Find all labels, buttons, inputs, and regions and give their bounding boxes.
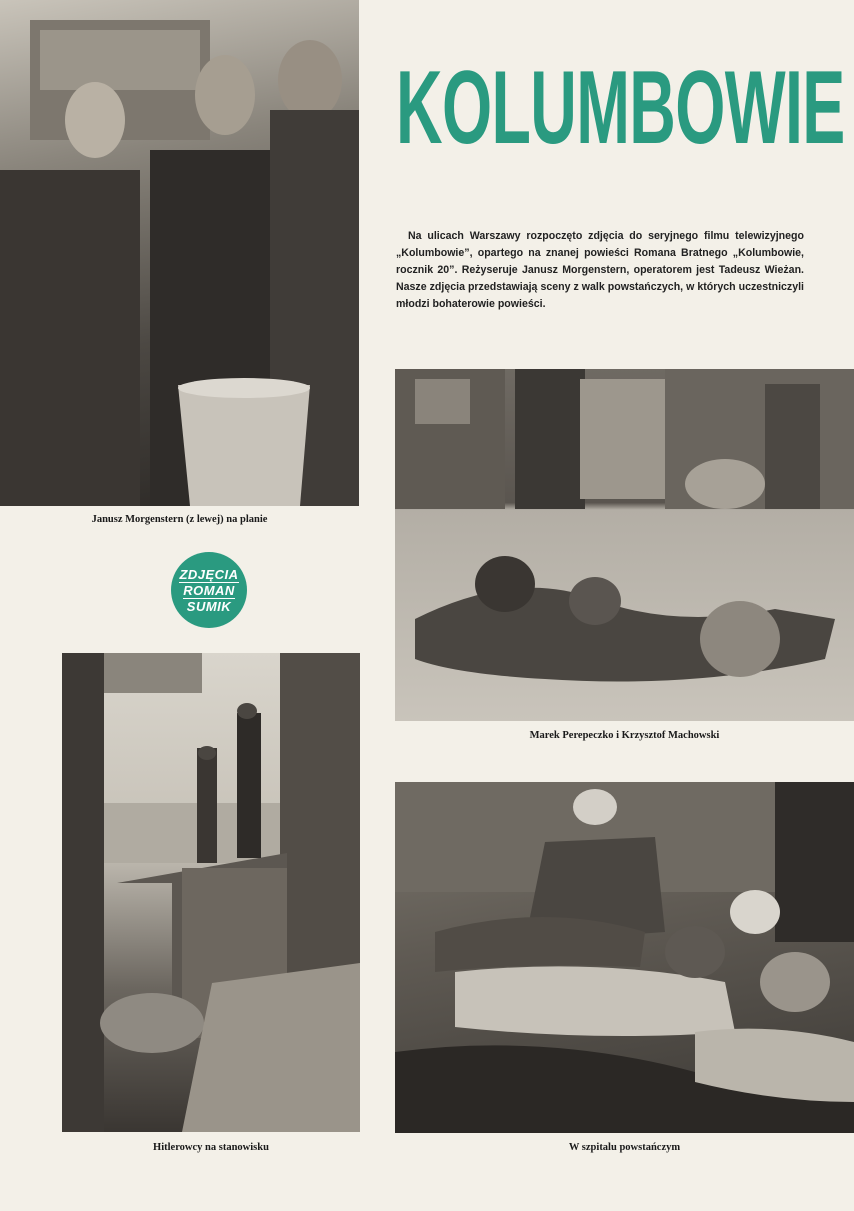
credit-line-2: ROMAN (183, 582, 235, 598)
article-intro: Na ulicach Warszawy rozpoczęto zdjęcia do seryjnego filmu telewizyjnego „Kolumbowie”, opartego na znanej powieści Romana Bratnego „Kolumbowie, rocznik 20”. Reżyseruje Janusz Morgenstern, operatorem jest Tadeusz Wieżan. Nasze zdjęcia przedstawiają sceny z walk powstańczych, w których uczestniczyli młodzi bohaterowie powieści. (396, 230, 804, 310)
credit-line-1: ZDJĘCIA (179, 566, 239, 582)
photo-insurgent-hospital (395, 782, 854, 1133)
photo-actors-crawling (395, 369, 854, 721)
photo-soldiers-position (62, 653, 360, 1132)
article-title: KOLUMBOWIE (396, 50, 845, 166)
photo-credit-badge (171, 552, 247, 628)
caption-actors-crawling: Marek Perepeczko i Krzysztof Machowski (529, 730, 720, 741)
caption-director-on-set: Janusz Morgenstern (z lewej) na planie (91, 514, 268, 525)
credit-line-3: SUMIK (186, 598, 232, 614)
caption-insurgent-hospital: W szpitalu powstańczym (568, 1142, 681, 1153)
caption-soldiers-position: Hitlerowcy na stanowisku (153, 1142, 269, 1153)
photo-director-on-set (0, 0, 359, 506)
